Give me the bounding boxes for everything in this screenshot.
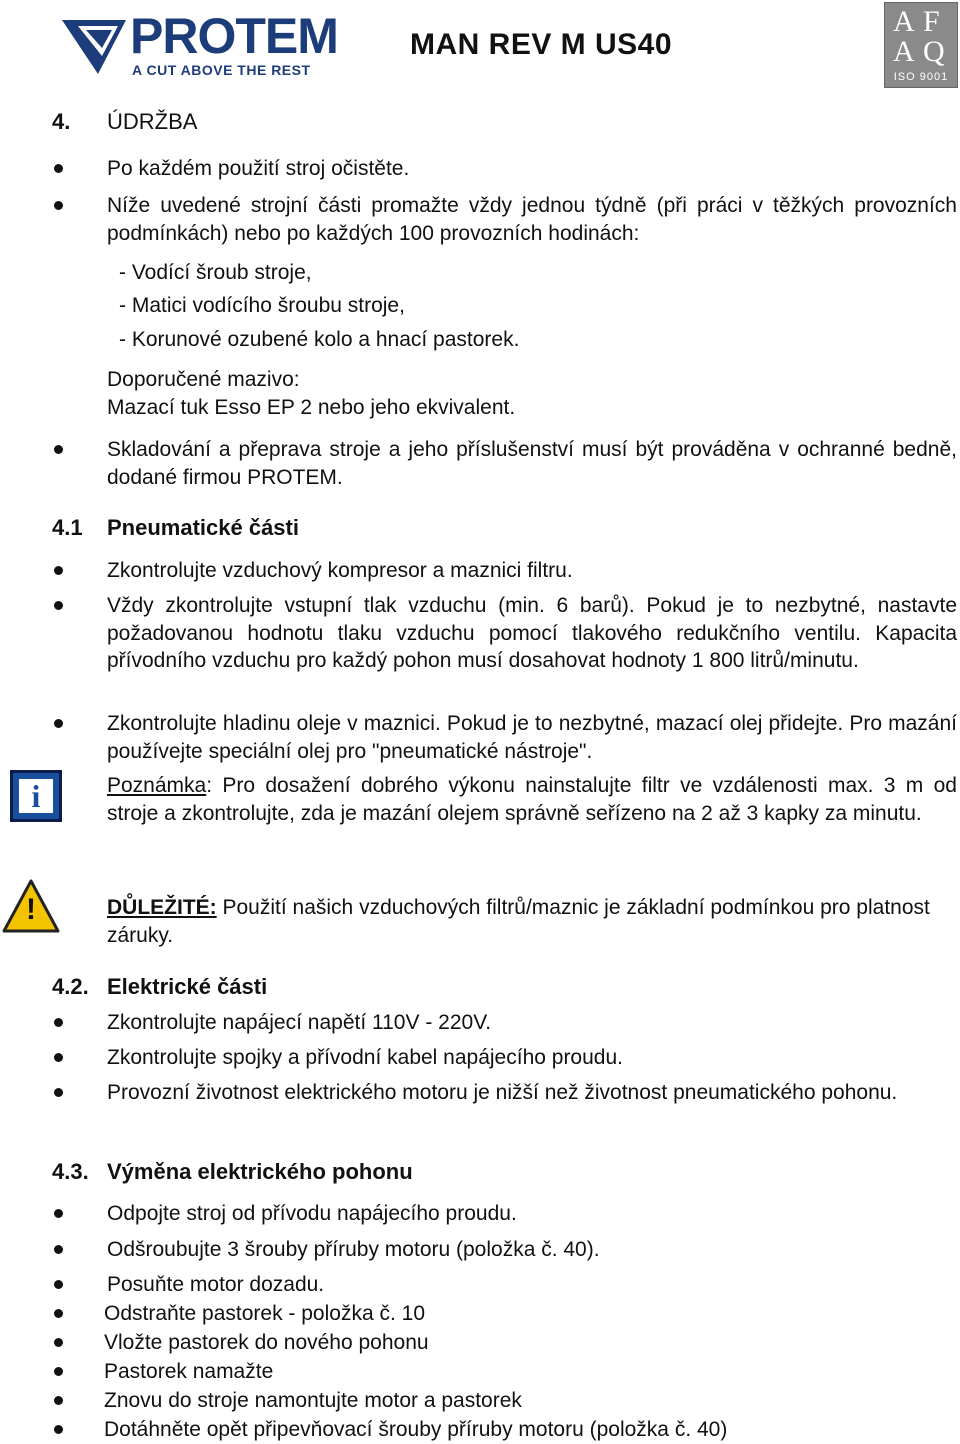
- list-item: Dotáhněte opět připevňovací šrouby příruby motoru (položka č. 40): [104, 1418, 728, 1441]
- list-item: Níže uvedené strojní části promažte vždy jednou týdně (při práci v těžkých provozních podmínkách) nebo po každých 100 provozních hodinách:: [107, 194, 957, 245]
- warning-icon: [2, 878, 60, 934]
- bullet: [54, 1088, 63, 1097]
- list-item: Po každém použití stroj očistěte.: [107, 157, 410, 180]
- list-item: Odpojte stroj od přívodu napájecího proudu.: [107, 1202, 517, 1225]
- list-item: Zkontrolujte spojky a přívodní kabel napájecího proudu.: [107, 1046, 623, 1069]
- lubricant-label: Doporučené mazivo:: [107, 368, 300, 391]
- cert-letter-f: F: [923, 5, 940, 38]
- afaq-iso-logo: [884, 2, 958, 88]
- list-item: Odšroubujte 3 šrouby příruby motoru (položka č. 40).: [107, 1238, 600, 1261]
- info-glyph: i: [19, 779, 53, 813]
- section-43-title: Výměna elektrického pohonu: [107, 1159, 413, 1184]
- section-42-title: Elektrické části: [107, 974, 268, 999]
- bullet: [54, 1280, 63, 1289]
- cert-letter-a1: A: [893, 5, 915, 38]
- bullet: [54, 1053, 63, 1062]
- bullet: [54, 1367, 63, 1376]
- important-text: Použití našich vzduchových filtrů/maznic je základní podmínkou pro platnost záruky.: [107, 896, 930, 947]
- bullet: [54, 201, 63, 210]
- section-41-title: Pneumatické části: [107, 515, 299, 540]
- list-item: Zkontrolujte hladinu oleje v maznici. Pokud je to nezbytné, mazací olej přidejte. Pro mazání používejte speciální olej pro "pneumatické nástroje".: [107, 712, 957, 763]
- section-43-number: 4.3.: [52, 1159, 89, 1184]
- bullet: [54, 566, 63, 575]
- warning-glyph: !: [26, 893, 36, 926]
- bullet: [54, 1338, 63, 1347]
- list-item: Vložte pastorek do nového pohonu: [104, 1331, 429, 1354]
- dash-item: - Vodící šroub stroje,: [119, 261, 312, 284]
- logo-tagline: A CUT ABOVE THE REST: [132, 62, 311, 78]
- list-item: Provozní životnost elektrického motoru je nižší než životnost pneumatického pohonu.: [107, 1081, 898, 1104]
- cert-label: ISO 9001: [893, 71, 949, 83]
- cert-letter-q: Q: [923, 35, 945, 68]
- list-item: Zkontrolujte vzduchový kompresor a maznici filtru.: [107, 559, 573, 582]
- list-item: Vždy zkontrolujte vstupní tlak vzduchu (min. 6 barů). Pokud je to nezbytné, nastavte požadovanou hodnotu tlaku vzduchu pomocí tlakového redukčního ventilu. Kapacita přívodního vzduchu pro každý pohon musí dosahovat hodnoty 1 800 litrů/minutu.: [107, 594, 957, 672]
- bullet: [54, 719, 63, 728]
- section-4-title: ÚDRŽBA: [107, 109, 198, 134]
- document-title: MAN REV M US40: [410, 28, 673, 61]
- bullet: [54, 164, 63, 173]
- section-42-number: 4.2.: [52, 974, 89, 999]
- bullet: [54, 1018, 63, 1027]
- bullet: [54, 1425, 63, 1434]
- list-item: Zkontrolujte napájecí napětí 110V - 220V.: [107, 1011, 492, 1034]
- list-item: Znovu do stroje namontujte motor a pastorek: [104, 1389, 522, 1412]
- list-item: Posuňte motor dozadu.: [107, 1273, 325, 1296]
- bullet: [54, 601, 63, 610]
- info-icon: [10, 770, 62, 822]
- cert-letter-a2: A: [893, 35, 915, 68]
- list-item: Odstraňte pastorek - položka č. 10: [104, 1302, 425, 1325]
- lubricant-value: Mazací tuk Esso EP 2 nebo jeho ekvivalent.: [107, 396, 516, 419]
- list-item: Pastorek namažte: [104, 1360, 274, 1383]
- logo-name: PROTEM: [130, 8, 338, 64]
- bullet: [54, 1396, 63, 1405]
- protem-logo-mark: [58, 12, 130, 78]
- section-41-number: 4.1: [52, 515, 83, 540]
- bullet: [54, 1245, 63, 1254]
- section-4-number: 4.: [52, 109, 71, 134]
- dash-item: - Matici vodícího šroubu stroje,: [119, 294, 405, 317]
- note-paragraph: [107, 772, 957, 827]
- note-text: : Pro dosažení dobrého výkonu nainstalujte filtr ve vzdálenosti max. 3 m od stroje a zkontrolujte, zda je mazání olejem správně seřízeno na 2 až 3 kapky za minutu.: [107, 774, 957, 825]
- list-item: Skladování a přeprava stroje a jeho příslušenství musí být prováděna v ochranné bedně, dodané firmou PROTEM.: [107, 438, 957, 489]
- bullet: [54, 1209, 63, 1218]
- protem-logo: [58, 8, 338, 78]
- bullet: [54, 1309, 63, 1318]
- note-label: Poznámka: [107, 774, 207, 797]
- important-label: DŮLEŽITÉ:: [107, 896, 217, 919]
- bullet: [54, 445, 63, 454]
- important-paragraph: [107, 894, 957, 949]
- dash-item: - Korunové ozubené kolo a hnací pastorek.: [119, 328, 520, 351]
